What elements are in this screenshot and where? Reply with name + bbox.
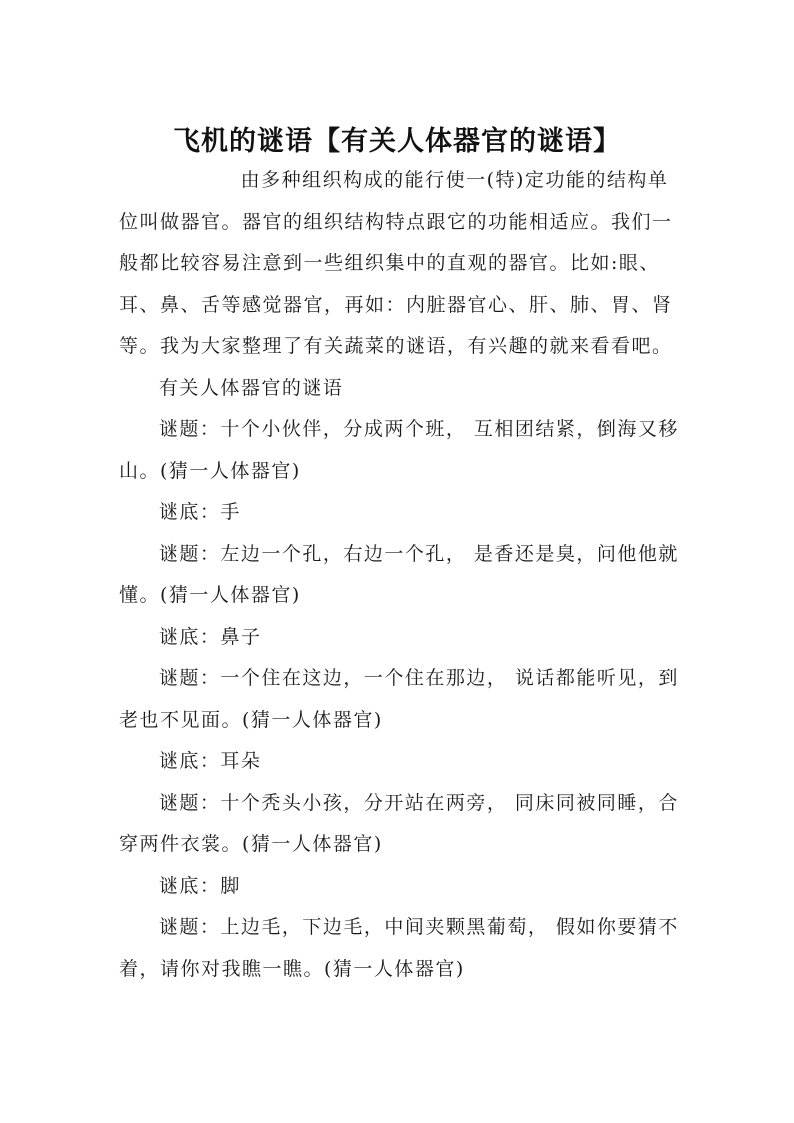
- riddle-answer-1: 谜底：手: [158, 501, 241, 523]
- riddle-question-5: 谜题：上边毛，下边毛，中间夹颗黑葡萄， 假如你要猜不着，请你对我瞧一瞧。(猜一人体器官): [119, 916, 679, 980]
- riddle-question-1: 谜题：十个小伙伴，分成两个班， 互相团结紧，倒海又移山。(猜一人体器官): [119, 418, 679, 482]
- intro-paragraph: 由多种组织构成的能行使一(特)定功能的结构单位叫做器官。器官的组织结构特点跟它的功能相适应。我们一般都比较容易注意到一些组织集中的直观的器官。比如:眼、耳、鼻、舌等感觉器官，再如：内脏器官心、肝、肺、胃、肾等。我为大家整理了有关蔬菜的谜语，有兴趣的就来看看吧。: [119, 169, 673, 357]
- riddle-question-2: 谜题：左边一个孔，右边一个孔， 是香还是臭，问他他就懂。(猜一人体器官): [119, 542, 679, 606]
- riddle-answer-2: 谜底：鼻子: [158, 625, 262, 648]
- riddle-question-4: 谜题：十个秃头小孩，分开站在两旁， 同床同被同睡，合穿两件衣裳。(猜一人体器官): [119, 791, 679, 855]
- document-body: [119, 160, 679, 990]
- riddle-question-3: 谜题：一个住在这边，一个住在那边， 说话都能听见，到老也不见面。(猜一人体器官): [119, 667, 679, 731]
- riddle-answer-4: 谜底：脚: [158, 874, 241, 897]
- document-title: 飞机的谜语【有关人体器官的谜语】: [173, 126, 621, 158]
- riddle-answer-3: 谜底：耳朵: [158, 750, 262, 772]
- section-heading: 有关人体器官的谜语: [158, 376, 344, 399]
